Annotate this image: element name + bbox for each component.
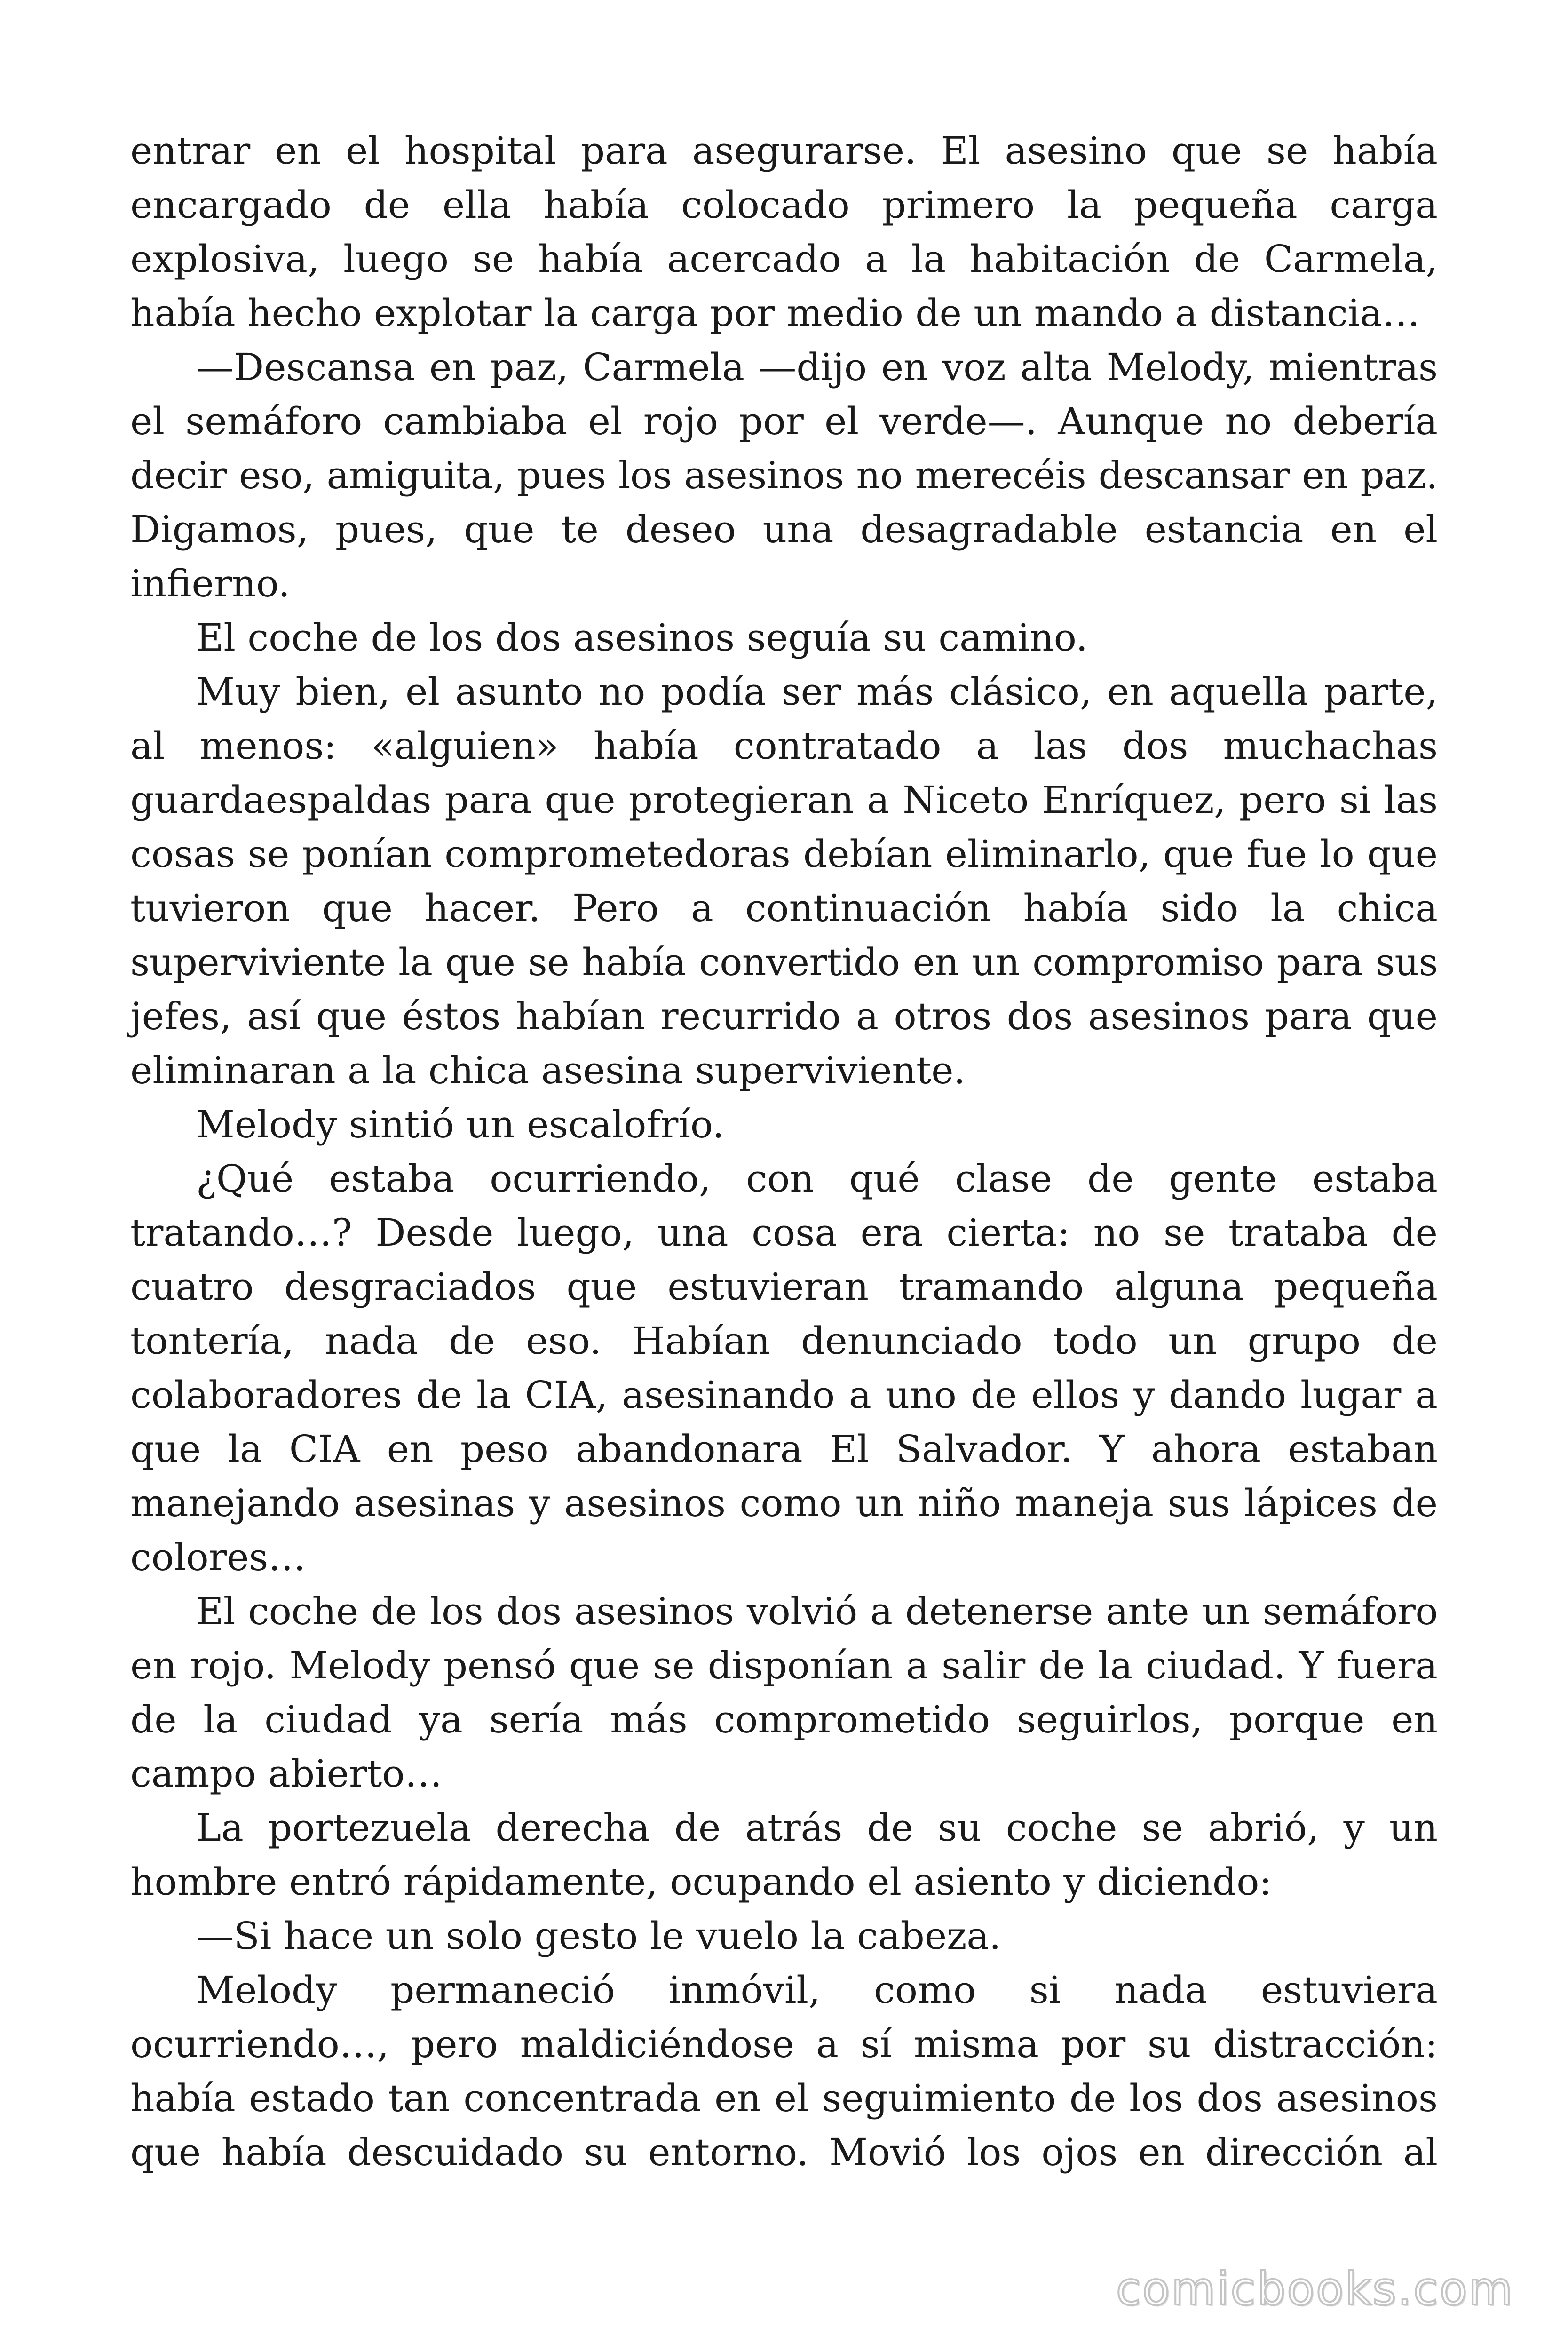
text-line: —Si hace un solo gesto le vuelo la cabeza. [196, 1914, 1001, 1958]
text-line: entrar en el hospital para asegurarse. El asesino que se había [130, 129, 1438, 173]
text-line: tratando…? Desde luego, una cosa era cierta: no se trataba de [130, 1211, 1438, 1255]
text-line: Digamos, pues, que te deseo una desagradable estancia en el [130, 508, 1438, 551]
text-line: Melody permaneció inmóvil, como si nada estuviera [196, 1968, 1438, 2012]
text-line: encargado de ella había colocado primero la pequeña carga [130, 183, 1438, 227]
text-line: guardaespaldas para que protegieran a Niceto Enríquez, pero si las [130, 778, 1438, 822]
text-line: que había descuidado su entorno. Movió los ojos en dirección al [130, 2130, 1438, 2174]
text-line: manejando asesinas y asesinos como un niño maneja sus lápices de [130, 1481, 1438, 1525]
text-line: colores… [130, 1535, 306, 1579]
text-line: había estado tan concentrada en el seguimiento de los dos asesinos [130, 2076, 1438, 2120]
text-line: había hecho explotar la carga por medio de un mando a distancia… [130, 291, 1420, 335]
text-line: cosas se ponían comprometedoras debían eliminarlo, que fue lo que [130, 832, 1438, 876]
text-line: decir eso, amiguita, pues los asesinos no merecéis descansar en paz. [130, 453, 1438, 497]
text-line: al menos: «alguien» había contratado a las dos muchachas [130, 724, 1438, 768]
text-line: que la CIA en peso abandonara El Salvador. Y ahora estaban [130, 1427, 1438, 1471]
text-line: Melody sintió un escalofrío. [196, 1103, 725, 1146]
text-line: tontería, nada de eso. Habían denunciado todo un grupo de [130, 1319, 1438, 1363]
text-line: cuatro desgraciados que estuvieran tramando alguna pequeña [130, 1265, 1438, 1309]
text-line: ocurriendo…, pero maldiciéndose a sí misma por su distracción: [130, 2022, 1438, 2066]
text-line: colaboradores de la CIA, asesinando a uno de ellos y dando lugar a [130, 1373, 1438, 1417]
text-line: ¿Qué estaba ocurriendo, con qué clase de gente estaba [196, 1157, 1438, 1200]
text-line: el semáforo cambiaba el rojo por el verde—. Aunque no debería [130, 399, 1438, 443]
text-line: Muy bien, el asunto no podía ser más clásico, en aquella parte, [196, 670, 1438, 714]
text-line: eliminaran a la chica asesina superviviente. [130, 1049, 966, 1092]
text-line: superviviente la que se había convertido en un compromiso para sus [130, 940, 1438, 984]
text-line: hombre entró rápidamente, ocupando el asiento y diciendo: [130, 1860, 1272, 1904]
text-line: La portezuela derecha de atrás de su coche se abrió, y un [196, 1806, 1438, 1850]
text-line: campo abierto… [130, 1752, 443, 1796]
text-line: —Descansa en paz, Carmela —dijo en voz alta Melody, mientras [196, 345, 1438, 389]
text-line: tuvieron que hacer. Pero a continuación había sido la chica [130, 886, 1438, 930]
text-line: de la ciudad ya sería más comprometido seguirlos, porque en [130, 1698, 1438, 1741]
text-line: infierno. [130, 562, 290, 605]
text-line: El coche de los dos asesinos volvió a detenerse ante un semáforo [196, 1589, 1438, 1633]
text-line: en rojo. Melody pensó que se disponían a salir de la ciudad. Y fuera [130, 1644, 1438, 1687]
watermark: comicbooks.com [1116, 2263, 1514, 2315]
book-page-text [130, 124, 1438, 2179]
text-line: jefes, así que éstos habían recurrido a otros dos asesinos para que [130, 994, 1438, 1038]
text-line: explosiva, luego se había acercado a la habitación de Carmela, [130, 237, 1438, 281]
text-line: El coche de los dos asesinos seguía su camino. [196, 616, 1088, 660]
